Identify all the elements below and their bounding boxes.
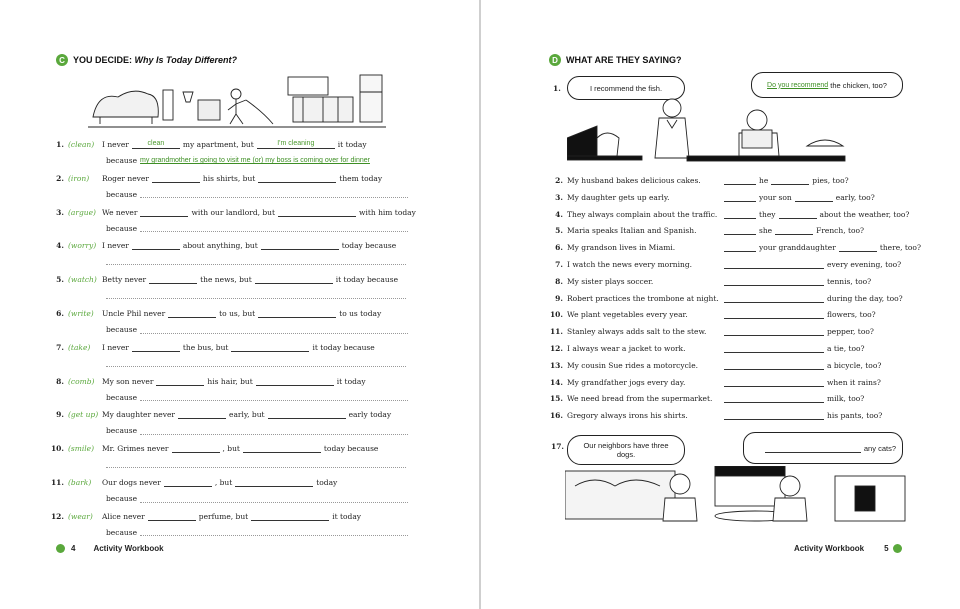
sentence-part-b: to us, but [219, 309, 256, 318]
exercise-c-row [50, 208, 416, 217]
verb-hint: (wear) [68, 511, 93, 521]
sentence-part-a: Our dogs never [102, 478, 161, 487]
answer-blank-2[interactable]: I'm cleaning [257, 140, 335, 149]
exercise-c-row [50, 174, 382, 183]
statement: I always wear a jacket to work. [567, 344, 686, 353]
section-c-badge: C [56, 54, 68, 66]
sentence-part-a: We never [102, 207, 138, 217]
question-blank-2[interactable] [779, 210, 817, 219]
because-blank[interactable] [106, 359, 406, 367]
exercise-d-row [541, 377, 881, 387]
statement: My cousin Sue rides a motorcycle. [567, 360, 699, 370]
sentence-part-a: I never [102, 140, 129, 149]
exercise-d-row [541, 344, 865, 353]
answer-blank-2[interactable] [258, 174, 336, 183]
sentence-part-a: My daughter never [102, 410, 175, 420]
exercise-c-row [50, 309, 381, 318]
exercise-number: 11. [549, 327, 563, 337]
answer-blank-2[interactable] [235, 478, 313, 487]
sentence-part-a: Mr. Grimes never [102, 444, 169, 454]
question-end: when it rains? [827, 377, 881, 387]
bubble-chicken-answer: Do you recommend [767, 81, 829, 89]
question-blank[interactable] [724, 411, 824, 420]
exercise-number: 7. [56, 342, 64, 352]
exercise-number: 8. [56, 376, 64, 386]
question-end: French, too? [816, 226, 865, 236]
answer-blank-2[interactable] [231, 343, 309, 352]
sentence-part-c: today [316, 478, 338, 487]
exercise-d-row [541, 176, 849, 185]
because-line [106, 156, 370, 165]
section-d-badge: D [549, 54, 561, 66]
answer-blank-1[interactable] [132, 241, 180, 250]
question-line [724, 243, 921, 252]
exercise-number: 6. [56, 309, 64, 318]
exercise-c-row [50, 275, 398, 284]
question-blank[interactable] [724, 394, 824, 403]
exercise-c-row [50, 343, 375, 352]
section-d-header [549, 53, 682, 67]
answer-blank-1[interactable] [152, 174, 200, 183]
statement: Gregory always irons his shirts. [567, 411, 688, 421]
exercise-number: 7. [555, 260, 563, 269]
sentence-part-c: them today [339, 173, 383, 183]
because-label: because [106, 426, 138, 436]
sentence-part-b: the news, but [200, 275, 252, 285]
exercise-c-row [50, 478, 337, 487]
because-line [106, 224, 408, 233]
sentence-part-b: , but [222, 444, 240, 454]
page-dot-icon [56, 544, 65, 553]
verb-hint: (iron) [68, 173, 90, 183]
because-line [106, 257, 406, 265]
question-blank[interactable] [724, 327, 824, 336]
bubble-fish-text: I recommend the fish. [589, 83, 663, 93]
footer-label: Activity Workbook [93, 544, 164, 553]
question-blank-2[interactable] [771, 176, 809, 185]
question-line [724, 294, 903, 303]
question-end: a bicycle, too? [827, 360, 882, 370]
question-end: early, too? [835, 192, 875, 202]
question-subject: your son [759, 192, 792, 202]
question-end: a tie, too? [827, 344, 865, 353]
because-label: because [106, 527, 138, 537]
exercise-number: 12. [50, 511, 64, 521]
answer-blank-1[interactable] [164, 478, 212, 487]
answer-blank-1[interactable] [168, 309, 216, 318]
because-line [106, 460, 406, 468]
question-end: his pants, too? [827, 411, 883, 421]
statement: My grandfather jogs every day. [567, 377, 686, 387]
because-label: because [106, 494, 138, 503]
sentence-part-a: I never [102, 342, 129, 352]
because-line [106, 325, 408, 334]
sentence-part-b: my apartment, but [182, 140, 254, 149]
exercise-c-row [50, 410, 391, 419]
bubble-cats-blank[interactable] [765, 444, 861, 453]
question-line [724, 193, 875, 202]
verb-hint: (clean) [68, 140, 95, 149]
sentence-part-c: it today because [335, 275, 399, 285]
question-blank[interactable] [724, 378, 824, 387]
statement: We plant vegetables every year. [567, 310, 688, 320]
question-blank-1[interactable] [724, 193, 756, 202]
sentence-part-b: perfume, but [198, 511, 249, 521]
question-line [724, 361, 881, 370]
statement: I watch the news every morning. [567, 260, 693, 269]
sentence-part-a: Uncle Phil never [102, 309, 166, 318]
exercise-d-row [541, 360, 882, 370]
bubble-dogs-text: Our neighbors have three dogs. [583, 441, 669, 459]
exercise-number: 10. [50, 444, 64, 454]
question-subject: she [759, 226, 773, 236]
right-page [481, 0, 960, 609]
exercise-number: 3. [56, 207, 64, 217]
answer-blank-2[interactable] [256, 377, 334, 386]
exercise-d-row [541, 310, 876, 320]
question-line [724, 327, 874, 336]
because-blank[interactable] [140, 393, 408, 401]
sentence-part-c: early today [348, 410, 392, 420]
sentence-part-b: the bus, but [182, 342, 229, 352]
question-blank[interactable] [724, 361, 824, 370]
answer-blank-1[interactable] [132, 343, 180, 352]
question-subject: your granddaughter [759, 243, 836, 253]
because-line [106, 393, 408, 402]
because-blank[interactable] [140, 495, 408, 503]
question-blank-1[interactable] [724, 176, 756, 185]
answer-blank-1[interactable] [140, 208, 188, 217]
verb-hint: (take) [68, 342, 91, 352]
question-line [724, 394, 864, 403]
question-blank-1[interactable] [724, 243, 756, 252]
example-17-number: 17. [551, 442, 565, 451]
exercise-number: 9. [56, 410, 64, 420]
answer-blank-1[interactable] [148, 512, 196, 521]
statement: My husband bakes delicious cakes. [567, 176, 701, 185]
verb-hint: (comb) [68, 376, 95, 386]
exercise-number: 8. [555, 276, 563, 286]
verb-hint: (watch) [68, 275, 97, 285]
question-blank-2[interactable] [839, 243, 877, 252]
because-blank[interactable] [106, 257, 406, 265]
answer-blank-2[interactable] [255, 275, 333, 284]
question-end: pepper, too? [827, 327, 874, 337]
left-page [0, 0, 479, 609]
sentence-part-a: Betty never [102, 275, 147, 285]
exercise-number: 2. [555, 176, 563, 185]
page-dot-icon [893, 544, 902, 553]
restaurant-illustration [567, 98, 847, 164]
exercise-number: 10. [549, 310, 563, 320]
question-end: there, too? [879, 243, 921, 253]
question-subject: they [759, 209, 776, 219]
section-c-title-italic: Why Is Today Different? [134, 55, 238, 65]
question-line [724, 378, 881, 387]
question-end: tennis, too? [827, 276, 872, 286]
exercise-d-row [541, 276, 872, 286]
exercise-number: 13. [549, 360, 563, 370]
verb-hint: (bark) [68, 478, 92, 487]
because-blank[interactable] [106, 460, 406, 468]
question-line [724, 260, 901, 269]
exercise-number: 3. [555, 192, 563, 202]
verb-hint: (smile) [68, 444, 95, 454]
sentence-part-c: it today [336, 376, 366, 386]
verb-hint: (write) [68, 309, 94, 318]
because-label: because [106, 223, 138, 233]
exercise-c-row [50, 241, 396, 250]
exercise-d-row [541, 260, 902, 269]
statement: Stanley always adds salt to the stew. [567, 327, 707, 337]
question-blank[interactable] [724, 294, 824, 303]
page-number: 5 [884, 544, 889, 553]
because-line [106, 494, 408, 503]
question-end: during the day, too? [827, 293, 903, 303]
exercise-number: 9. [555, 293, 563, 303]
sentence-part-c: with him today [359, 207, 416, 217]
because-label: because [106, 156, 138, 165]
sentence-part-c: to us today [339, 309, 382, 318]
answer-blank-2[interactable] [278, 208, 356, 217]
because-blank[interactable] [140, 190, 408, 198]
speech-bubble-cats [743, 432, 903, 464]
exercise-d-row [541, 327, 874, 337]
sentence-part-b: about anything, but [182, 241, 258, 251]
exercise-number: 1. [56, 140, 64, 149]
speech-bubble-fish [567, 76, 685, 100]
question-blank[interactable] [724, 277, 824, 286]
sentence-part-c: today because [323, 444, 379, 454]
speech-bubble-chicken [751, 72, 903, 98]
exercise-number: 11. [50, 478, 64, 487]
example-1-number: 1. [553, 84, 561, 93]
exercise-d-row [541, 192, 875, 202]
left-footer [56, 544, 164, 553]
exercise-number: 14. [549, 377, 563, 387]
because-answer: my grandmother is going to visit me (or) my boss is coming over for dinner [140, 157, 370, 164]
bubble-chicken-rest: the chicken, too? [830, 80, 887, 90]
exercise-d-row [541, 293, 903, 303]
exercise-d-row [541, 226, 865, 236]
because-line [106, 190, 408, 199]
answer-blank-2[interactable] [251, 512, 329, 521]
footer-label: Activity Workbook [794, 544, 865, 553]
question-end: flowers, too? [827, 310, 876, 320]
speech-bubble-dogs [567, 435, 685, 465]
sentence-part-b: early, but [229, 410, 265, 420]
question-line [724, 210, 909, 219]
verb-hint: (argue) [68, 207, 96, 217]
because-blank[interactable] [140, 528, 408, 536]
answer-blank-2[interactable] [258, 309, 336, 318]
because-line [106, 528, 408, 537]
exercise-c-row [50, 377, 366, 386]
question-line [724, 411, 882, 420]
sentence-part-c: it today [332, 511, 362, 521]
answer-blank-1[interactable] [172, 444, 220, 453]
cleaning-illustration [88, 72, 388, 132]
sentence-part-a: Alice never [102, 511, 145, 521]
sentence-part-b: with our landlord, but [191, 207, 276, 217]
question-line [724, 277, 871, 286]
statement: My daughter gets up early. [567, 192, 670, 202]
section-c-title-prefix: YOU DECIDE: [73, 55, 133, 65]
exercise-c-row [50, 444, 378, 453]
answer-blank-2[interactable] [261, 241, 339, 250]
sentence-part-b: his shirts, but [202, 173, 256, 183]
answer-blank-2[interactable] [268, 410, 346, 419]
exercise-number: 4. [56, 241, 64, 251]
exercise-number: 6. [555, 243, 563, 253]
question-blank[interactable] [724, 260, 824, 269]
question-line [724, 344, 865, 353]
question-line [724, 176, 849, 185]
because-label: because [106, 325, 138, 334]
because-blank[interactable] [106, 291, 406, 299]
question-blank-2[interactable] [795, 193, 833, 202]
verb-hint: (get up) [68, 410, 99, 420]
because-blank[interactable] [140, 224, 408, 232]
statement: Robert practices the trombone at night. [567, 293, 719, 303]
statement: We need bread from the supermarket. [567, 394, 713, 404]
question-blank[interactable] [724, 310, 824, 319]
because-blank[interactable] [140, 427, 408, 435]
because-line [106, 291, 406, 299]
sentence-part-c: it today because [312, 342, 375, 352]
statement: Maria speaks Italian and Spanish. [567, 226, 697, 236]
statement: They always complain about the traffic. [567, 209, 718, 219]
sentence-part-c: today because [341, 241, 397, 251]
because-label: because [106, 189, 138, 199]
because-line [106, 426, 408, 435]
question-end: about the weather, too? [819, 209, 910, 219]
answer-blank-1[interactable]: clean [132, 140, 180, 149]
question-blank-2[interactable] [775, 226, 813, 235]
question-blank[interactable] [724, 344, 824, 353]
bubble-cats-rest: any cats? [863, 443, 896, 453]
question-end: milk, too? [827, 394, 865, 404]
section-c-header [56, 53, 237, 67]
question-blank-1[interactable] [724, 226, 756, 235]
right-footer [794, 544, 902, 553]
because-label: because [106, 392, 138, 402]
sentence-part-b: , but [214, 478, 233, 487]
sentence-part-b: his hair, but [207, 376, 253, 386]
because-line [106, 359, 406, 367]
exercise-number: 5. [555, 226, 563, 236]
question-end: every evening, too? [827, 260, 902, 269]
statement: My grandson lives in Miami. [567, 243, 676, 253]
answer-blank-2[interactable] [243, 444, 321, 453]
page-number: 4 [71, 544, 76, 553]
exercise-c-row [50, 140, 367, 149]
statement: My sister plays soccer. [567, 276, 654, 286]
question-line [724, 310, 876, 319]
question-subject: he [759, 176, 769, 185]
exercise-number: 5. [56, 275, 64, 285]
question-end: pies, too? [812, 176, 849, 185]
exercise-c-row [50, 512, 361, 521]
exercise-d-row [541, 411, 883, 421]
sentence-part-c: it today [337, 140, 367, 149]
cafe-illustration [565, 466, 907, 526]
section-d-title: WHAT ARE THEY SAYING? [566, 55, 682, 65]
exercise-d-row [541, 394, 865, 404]
exercise-number: 12. [549, 344, 563, 353]
sentence-part-a: I never [102, 241, 129, 251]
exercise-number: 16. [549, 411, 563, 421]
exercise-number: 15. [549, 394, 563, 404]
exercise-d-row [541, 243, 921, 253]
because-blank[interactable] [140, 326, 408, 334]
answer-blank-1[interactable] [156, 377, 204, 386]
exercise-d-row [541, 209, 910, 219]
sentence-part-a: My son never [102, 376, 154, 386]
exercise-number: 4. [555, 209, 563, 219]
question-line [724, 226, 864, 235]
answer-blank-1[interactable] [149, 275, 197, 284]
sentence-part-a: Roger never [102, 173, 149, 183]
exercise-number: 2. [56, 173, 64, 183]
verb-hint: (worry) [68, 241, 97, 251]
answer-blank-1[interactable] [178, 410, 226, 419]
question-blank-1[interactable] [724, 210, 756, 219]
